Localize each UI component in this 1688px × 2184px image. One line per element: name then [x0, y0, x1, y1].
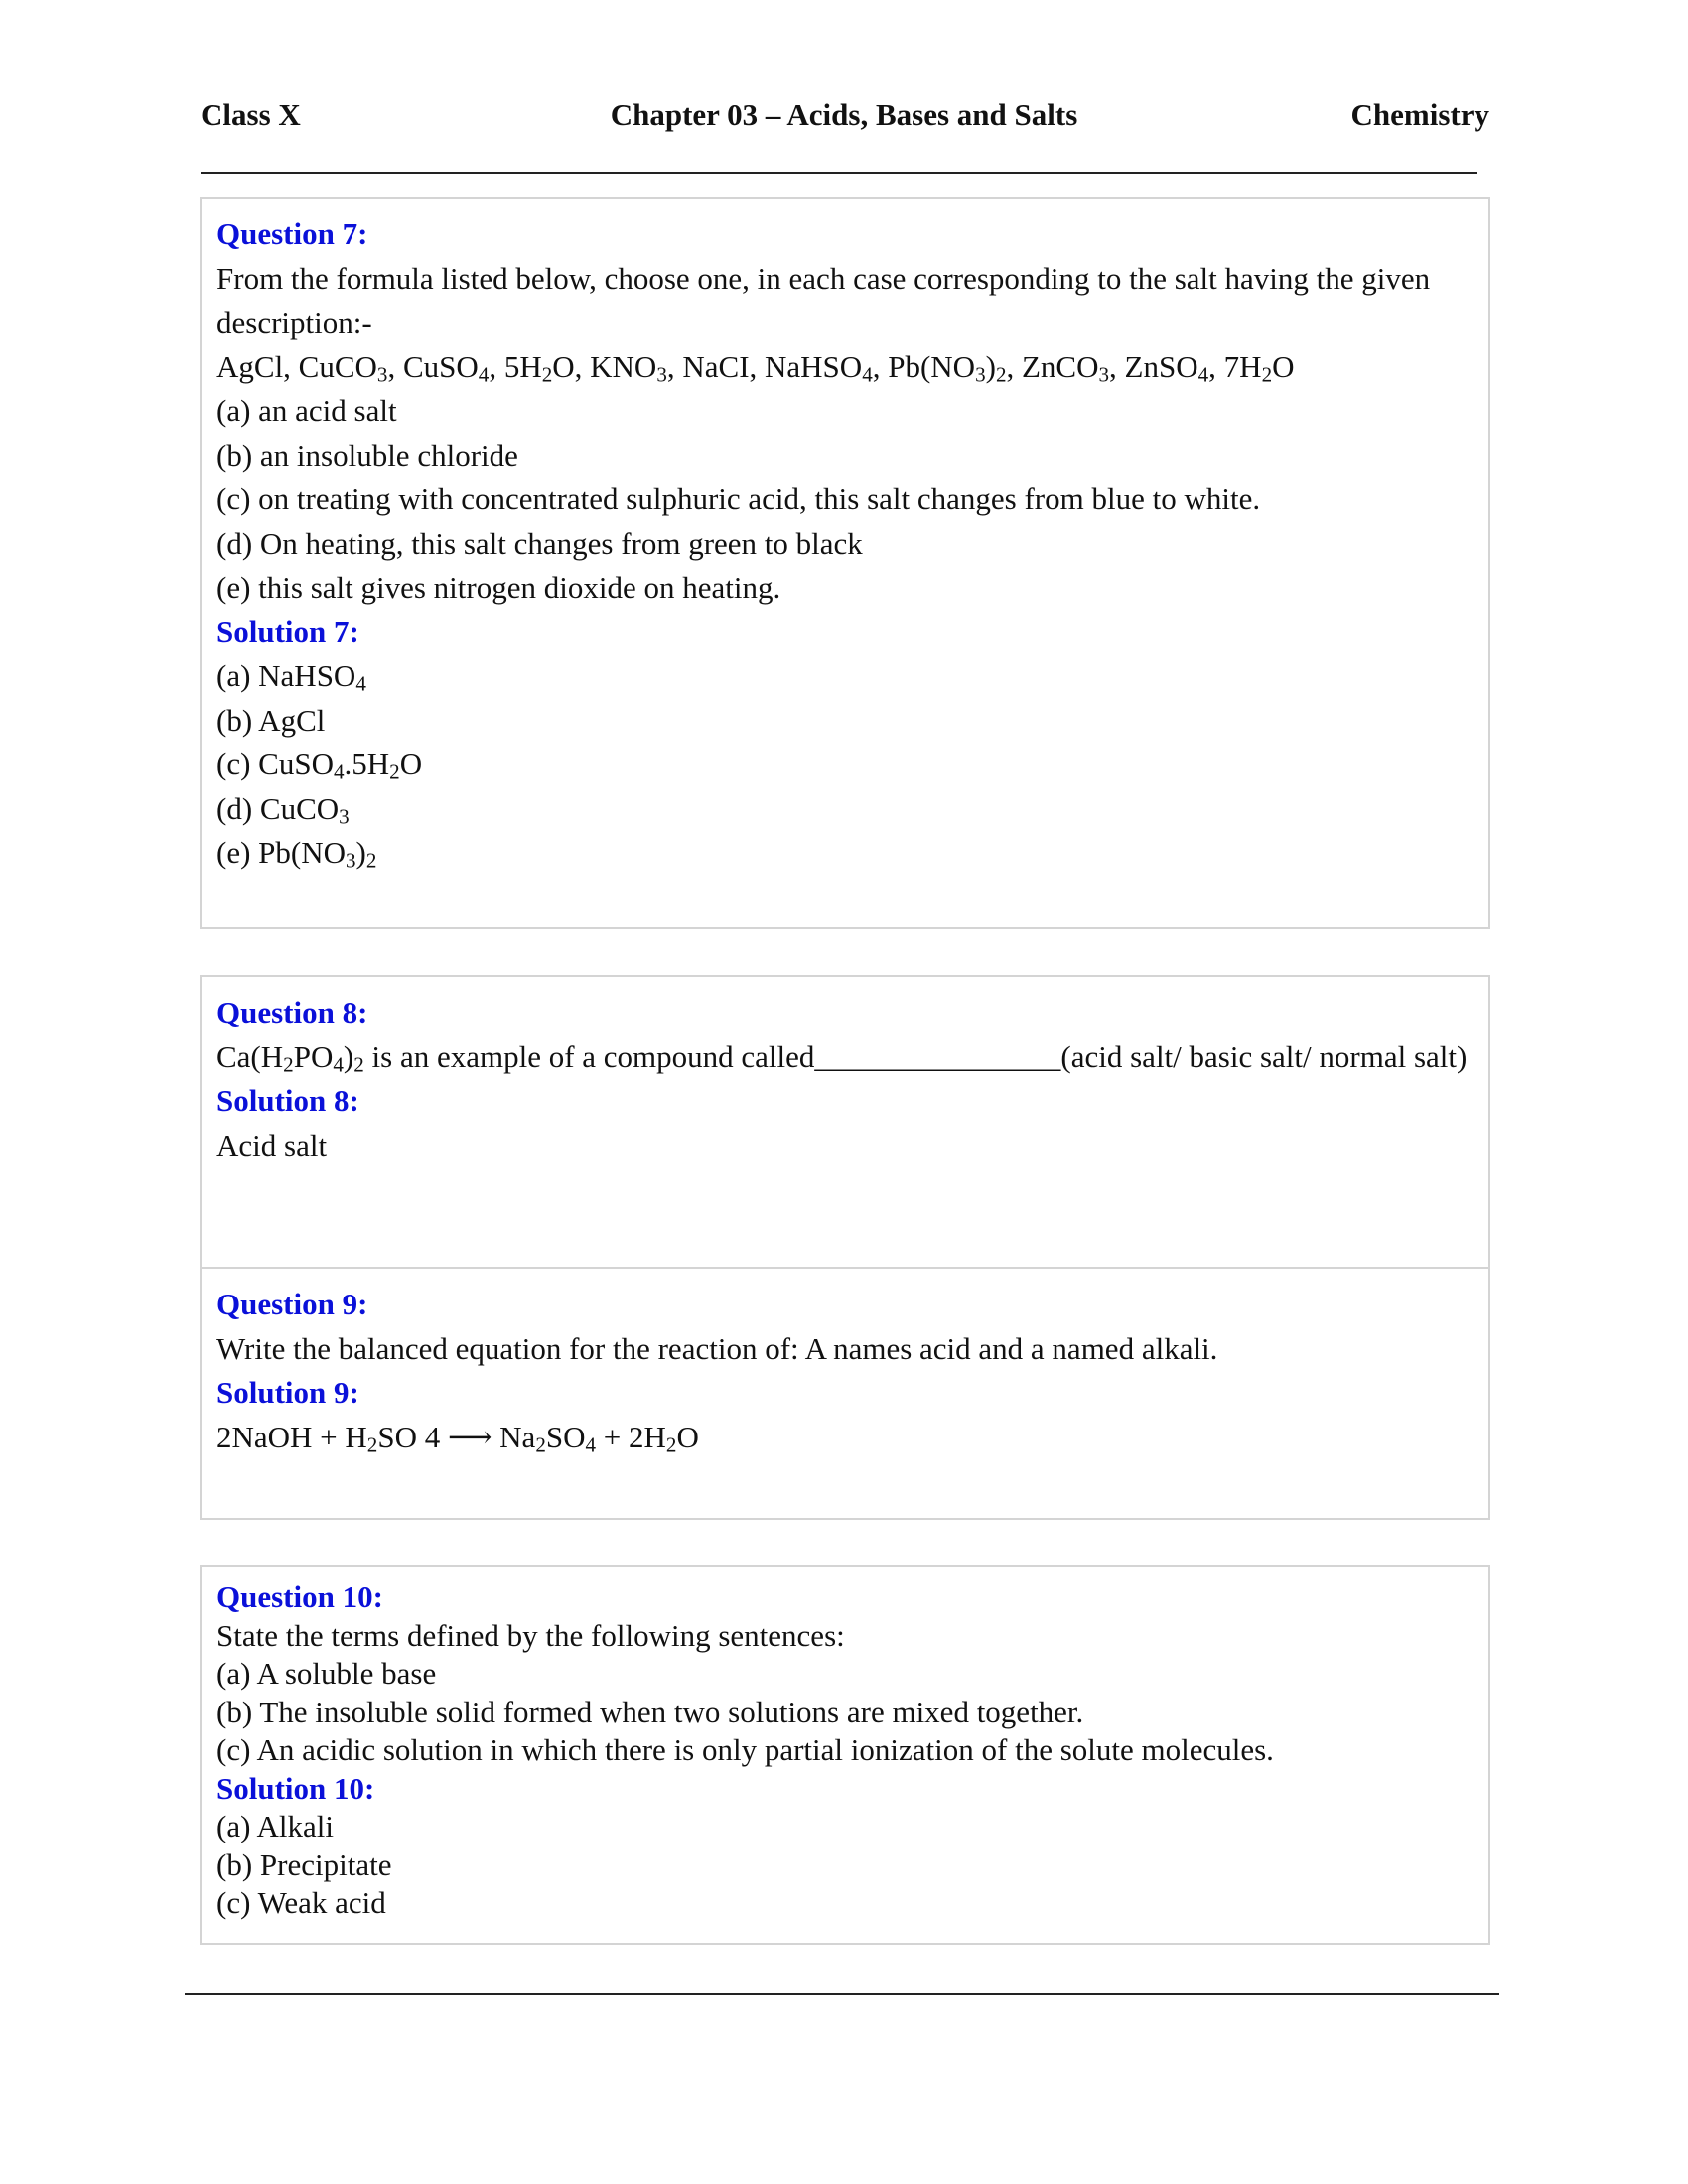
solution-8-label: Solution 8:	[216, 1083, 359, 1118]
question-7-label: Question 7:	[216, 216, 368, 251]
question-7-part-e: (e) this salt gives nitrogen dioxide on heating.	[216, 570, 781, 605]
solution-10-answer-c: (c) Weak acid	[216, 1885, 386, 1920]
question-7-formula-list: AgCl, CuCO$_3$, CuSO$_4$, $5H_2O$, $KNO_3$, NaCI, NaHSO$_4$, $Pb(NO_3)_2$, ZnCO$_3$, ZnSO$_4$, $7H_2O$	[216, 348, 1295, 387]
question-10-part-c: (c) An acidic solution in which there is only partial ionization of the solute molecules.	[216, 1732, 1274, 1767]
solution-9-label: Solution 9:	[216, 1375, 359, 1410]
solution-7-label: Solution 7:	[216, 614, 359, 649]
solution-7-answer-e: (e) $Pb(NO_3)_2$	[216, 835, 377, 873]
header-class: Class X	[201, 97, 301, 132]
header-chapter-title: Chapter 03 – Acids, Bases and Salts	[610, 97, 1078, 132]
solution-10-label: Solution 10:	[216, 1770, 375, 1806]
solution-10-answer-a: (a) Alkali	[216, 1809, 334, 1843]
solution-7-answer-d: (d) CuCO$_3$	[216, 790, 350, 829]
question-10-part-a: (a) A soluble base	[216, 1656, 437, 1691]
footer-divider	[185, 1993, 1499, 1995]
question-8-box	[200, 975, 1490, 1269]
solution-7-answer-a: (a) NaHSO$_4$	[216, 658, 366, 696]
solution-10-answer-b: (b) Precipitate	[216, 1846, 392, 1882]
solution-8-answer: Acid salt	[216, 1127, 328, 1162]
question-10-box	[200, 1565, 1490, 1945]
question-9-box	[200, 1267, 1490, 1520]
solution-7-answer-b: (b) AgCl	[216, 702, 326, 738]
solution-9-equation: 2NaOH + $H_2SO$ 4 ⟶ $Na_2SO_4 + 2H_2O$	[216, 1419, 699, 1457]
question-7-part-a: (a) an acid salt	[216, 393, 397, 428]
question-10-part-b: (b) The insoluble solid formed when two solutions are mixed together.	[216, 1694, 1084, 1729]
header-divider	[201, 172, 1477, 174]
question-10-label: Question 10:	[216, 1579, 383, 1614]
question-9-label: Question 9:	[216, 1287, 368, 1321]
question-7-intro: From the formula listed below, choose one, in each case corresponding to the salt having the given description:-	[216, 260, 1431, 340]
question-7-part-c: (c) on treating with concentrated sulphuric acid, this salt changes from blue to white.	[216, 481, 1261, 516]
question-8-text: $Ca(H_2PO_4)_2$ is an example of a compound called________________(acid salt/ basic salt/ normal salt)	[216, 1038, 1468, 1077]
question-7-box	[200, 197, 1490, 929]
question-7-part-b: (b) an insoluble chloride	[216, 437, 518, 473]
question-7-part-d: (d) On heating, this salt changes from green to black	[216, 525, 863, 561]
question-10-intro: State the terms defined by the following sentences:	[216, 1617, 845, 1653]
header-subject: Chemistry	[1350, 97, 1489, 132]
question-9-text: Write the balanced equation for the reaction of: A names acid and a named alkali.	[216, 1330, 1218, 1366]
solution-7-answer-c: (c) $CuSO_4.5H_2O$	[216, 747, 423, 784]
question-8-label: Question 8:	[216, 995, 368, 1029]
